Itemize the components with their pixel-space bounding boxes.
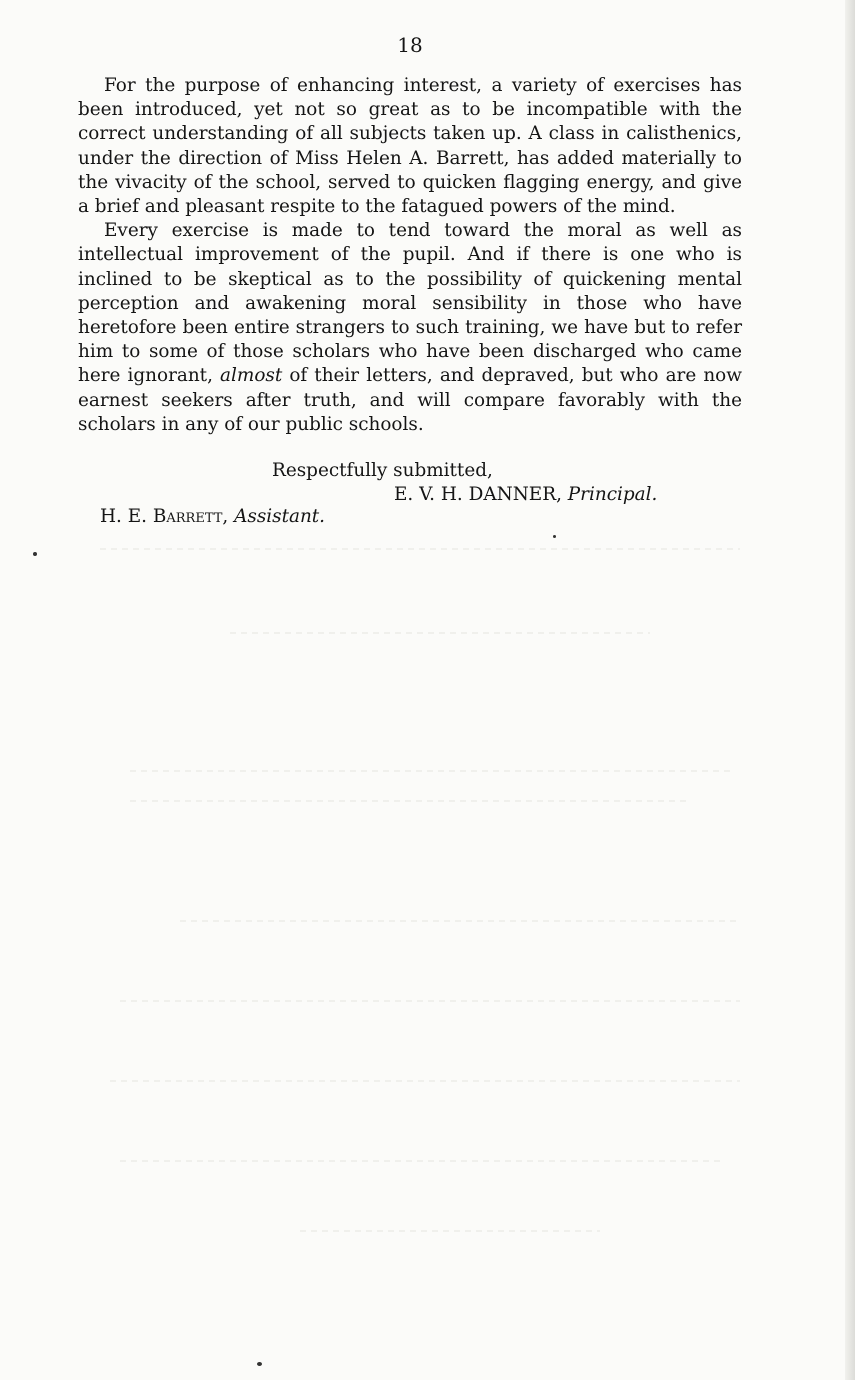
paragraph-moral-improvement	[78, 219, 742, 437]
show-through-line	[230, 632, 650, 634]
show-through-line	[120, 1000, 740, 1002]
show-through-line	[130, 770, 730, 772]
ink-speck	[257, 1362, 262, 1366]
show-through-line	[300, 1230, 600, 1232]
assistant-role: Assistant.	[234, 506, 326, 527]
show-through-line	[110, 1080, 740, 1082]
signature-principal	[394, 483, 657, 507]
signature-assistant	[100, 505, 325, 529]
report-body	[78, 74, 742, 437]
italic-emphasis: almost	[220, 365, 283, 387]
show-through-line	[130, 800, 690, 802]
paragraph-text: of their letters, and depraved, but who are now earnest seekers after truth, and will compare favorably with the scholars in any of our public schools.	[78, 365, 742, 435]
paragraph-exercises	[78, 74, 742, 219]
show-through-line	[100, 548, 740, 550]
page-number: 18	[397, 33, 423, 57]
principal-role: Principal.	[567, 484, 658, 505]
page-edge-shadow	[845, 0, 855, 1380]
closing-phrase: Respectfully submitted,	[272, 460, 493, 481]
show-through-line	[180, 920, 740, 922]
paragraph-text: Every exercise is made to tend toward the moral as well as intellectual improvement of the pupil. And if there is one who is inclined to be skeptical as to the possibility of quickening mental perception and awakening moral sensibility in those who have heretofore been entire strangers to such training, we have but to refer him to some of those scholars who have been discharged who came here ignorant,	[78, 220, 742, 387]
assistant-name: H. E. Barrett,	[100, 506, 229, 527]
paragraph-text: For the purpose of enhancing interest, a variety of exercises has been introduced, yet not so great as to be incompatible with the correct understanding of all subjects taken up. A class in calisthenics, under the direction of Miss Helen A. Barrett, has added materially to the vivacity of the school, served to quicken flagging energy, and give a brief and pleasant respite to the fatagued powers of the mind.	[78, 75, 742, 218]
ink-speck	[33, 552, 37, 556]
show-through-line	[120, 1160, 720, 1162]
principal-name: E. V. H. DANNER,	[394, 484, 562, 505]
ink-speck	[553, 535, 556, 538]
